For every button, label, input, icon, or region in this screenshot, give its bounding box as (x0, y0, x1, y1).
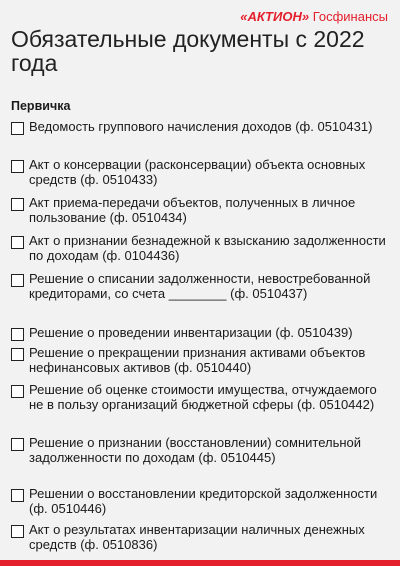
checklist-item (11, 195, 393, 225)
checklist-item-label: Решение о списании задолженности, невостребованной кредиторами, со счета ________ (ф. 0510437) (29, 271, 371, 302)
checklist-item-label: Решение о прекращении признания активами объектов нефинансовых активов (ф. 0510440) (29, 345, 366, 376)
checklist-item-label: Ведомость группового начисления доходов (ф. 0510431) (29, 119, 373, 134)
page-title: Обязательные документы с 2022 года (11, 26, 365, 76)
checkbox[interactable] (11, 274, 24, 287)
brand-logo (240, 9, 388, 24)
checklist-item-label: Решении о восстановлении кредиторской задолженности (ф. 0510446) (29, 486, 378, 517)
checkbox[interactable] (11, 438, 24, 451)
checkbox[interactable] (11, 489, 24, 502)
checkbox[interactable] (11, 236, 24, 249)
section-heading: Первичка (11, 99, 71, 113)
checklist-item (11, 435, 393, 465)
checklist-item (11, 119, 393, 135)
checklist-item-label: Акт о результатах инвентаризации наличных денежных средств (ф. 0510836) (29, 522, 365, 553)
checklist-item (11, 522, 393, 552)
checklist-item (11, 345, 393, 375)
checklist-item-label: Решение о проведении инвентаризации (ф. 0510439) (29, 325, 353, 340)
checkbox[interactable] (11, 122, 24, 135)
checkbox[interactable] (11, 525, 24, 538)
checklist-item (11, 325, 393, 341)
checklist-item (11, 233, 393, 263)
checkbox[interactable] (11, 385, 24, 398)
checklist-item-label: Акт о признании безнадежной к взысканию задолженности по доходам (ф. 0104436) (29, 233, 386, 264)
checklist-item-label: Акт о консервации (расконсервации) объекта основных средств (ф. 0510433) (29, 157, 366, 188)
checklist-item (11, 271, 393, 301)
checklist-item-label: Решение об оценке стоимости имущества, отчуждаемого не в пользу организаций бюджетной сферы (ф. 0510442) (29, 382, 377, 413)
checklist-item (11, 157, 393, 187)
checkbox[interactable] (11, 198, 24, 211)
checkbox[interactable] (11, 328, 24, 341)
checkbox[interactable] (11, 348, 24, 361)
checklist-item-label: Решение о признании (восстановлении) сомнительной задолженности по доходам (ф. 0510445) (29, 435, 362, 466)
checklist-item (11, 382, 393, 412)
brand-gosfinansy: Госфинансы (312, 9, 388, 24)
brand-aktion: «АКТИОН» (240, 9, 310, 24)
checkbox[interactable] (11, 160, 24, 173)
bottom-accent-bar (0, 560, 400, 566)
checklist-item (11, 486, 393, 516)
checklist-item-label: Акт приема-передачи объектов, полученных в личное пользование (ф. 0510434) (29, 195, 356, 226)
